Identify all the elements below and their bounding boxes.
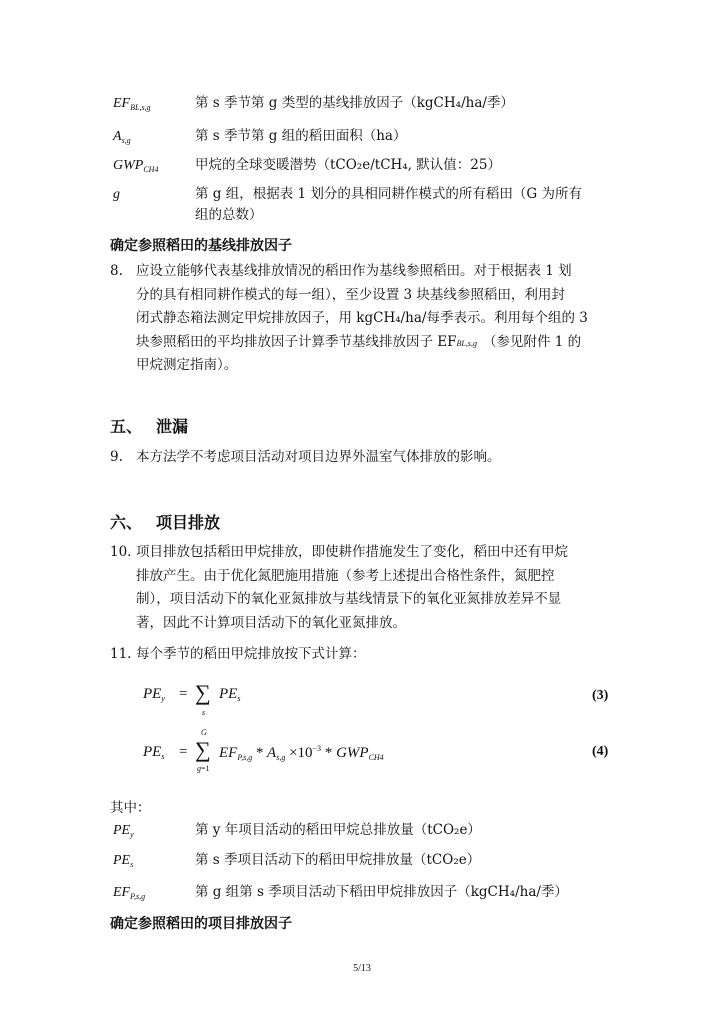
section-heading-project-emissions: 六、 项目排放 [110, 513, 221, 532]
symbol: $A_{s,g}$ [113, 129, 131, 145]
paragraph-line: 项目排放包括稻田甲烷排放，即使耕作措施发生了变化，稻田中还有甲烷 [136, 544, 568, 560]
symbol: $EF_{BL,s,g}$ [113, 96, 151, 112]
definition-text: 第 s 季项目活动下的稻田甲烷排放量（tCO₂e） [195, 852, 481, 868]
paragraph-line: 块参照稻田的平均排放因子计算季节基线排放因子 EFBL,s,g （参见附件 1 的 [136, 333, 582, 350]
definition-text: 第 g 组，根据表 1 划分的具相同耕作模式的所有稻田（G 为所有 [195, 186, 582, 202]
section-heading-leakage: 五、 泄漏 [110, 417, 189, 436]
paragraph-number: 11. [110, 646, 132, 662]
paragraph-line: 每个季节的稻田甲烷排放按下式计算： [136, 646, 366, 662]
equation-number-3: (3) [592, 688, 609, 703]
equation-number-4: (4) [592, 744, 609, 759]
equation-3: $PE_y$ = ∑ s $PE_s$ [143, 680, 241, 717]
where-label: 其中： [110, 800, 151, 816]
paragraph-line: 闭式静态箱法测定甲烷排放因子，用 kgCH₄/ha/每季表示。利用每个组的 3 [136, 310, 588, 326]
definition-text: 第 g 组第 s 季项目活动下稻田甲烷排放因子（kgCH₄/ha/季） [195, 884, 568, 900]
definition-text-cont: 组的总数） [195, 207, 263, 223]
definition-text: 甲烷的全球变暖潜势（tCO₂e/tCH₄, 默认值：25） [195, 157, 501, 173]
paragraph-line: 著，因此不计算项目活动下的氧化亚氮排放。 [136, 614, 406, 631]
symbol: $GWP_{CH4}$ [113, 158, 159, 174]
symbol: $PE_y$ [113, 823, 134, 839]
paragraph-line: 制），项目活动下的氧化亚氮排放与基线情景下的氧化亚氮排放差异不显 [136, 591, 562, 607]
paragraph-number: 9. [110, 449, 123, 465]
symbol: $PE_s$ [113, 853, 134, 869]
paragraph-number: 10. [110, 544, 132, 560]
paragraph-line: 排放产生。由于优化氮肥施用措施（参考上述提出合格性条件，氮肥控 [136, 567, 555, 584]
equation-4: G $PE_s$ = ∑ g=1 $EF_{P,s,g} * A_{s,g} \times 10^{-3} * GWP_{CH4}$ [143, 728, 384, 773]
definition-text: 第 s 季节第 g 类型的基线排放因子（kgCH₄/ha/季） [195, 95, 514, 111]
page-number: 5/13 [353, 963, 371, 974]
subheading-project-factor: 确定参照稻田的项目排放因子 [110, 916, 292, 932]
symbol: $EF_{P,s,g}$ [113, 885, 146, 901]
subheading-baseline-factor: 确定参照稻田的基线排放因子 [110, 238, 292, 254]
definition-text: 第 s 季节第 g 组的稻田面积（ha） [195, 128, 407, 144]
paragraph-line: 应设立能够代表基线排放情况的稻田作为基线参照稻田。对于根据表 1 划 [136, 263, 572, 279]
paragraph-number: 8. [110, 263, 123, 279]
paragraph-line: 甲烷测定指南）。 [136, 357, 238, 373]
definition-text: 第 y 年项目活动的稻田甲烷总排放量（tCO₂e） [195, 822, 481, 838]
paragraph-line: 分的具有相同耕作模式的每一组），至少设置 3 块基线参照稻田，利用封 [136, 286, 565, 303]
symbol: g [113, 187, 120, 202]
paragraph-line: 本方法学不考虑项目活动对项目边界外温室气体排放的影响。 [136, 449, 501, 465]
